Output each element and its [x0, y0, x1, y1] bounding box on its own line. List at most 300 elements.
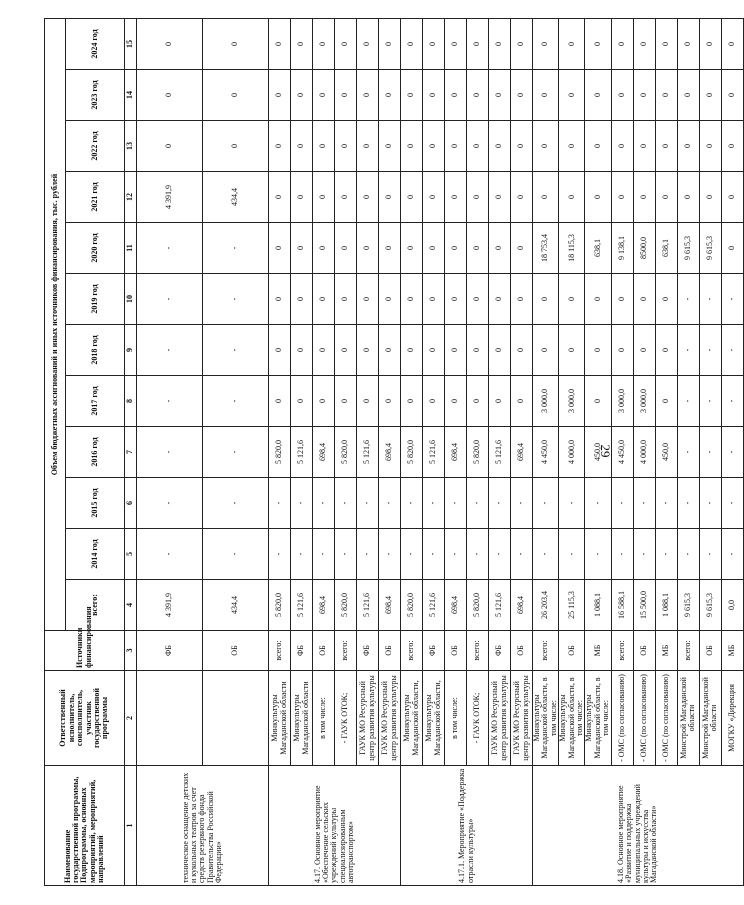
- year-value-cell: 0: [269, 376, 291, 427]
- year-value-cell: 0: [379, 325, 401, 376]
- year-value-cell: 3 000,0: [633, 376, 655, 427]
- header-funding-title: Объем бюджетных ассигнований и иных источников финансирования, тыс. рублей: [45, 19, 66, 631]
- table-row: [357, 19, 379, 886]
- total-value-cell: 25 115,3: [559, 580, 585, 631]
- year-value-cell: 0: [357, 121, 379, 172]
- year-value-cell: 0: [533, 325, 559, 376]
- column-numbers-row: [125, 19, 137, 886]
- year-value-cell: 0: [533, 274, 559, 325]
- year-value-cell: -: [677, 325, 699, 376]
- header-year: 2016 год: [66, 427, 125, 478]
- year-value-cell: -: [721, 376, 743, 427]
- column-number: 9: [125, 325, 137, 376]
- source-cell: всего:: [533, 631, 559, 671]
- year-value-cell: 0: [633, 121, 655, 172]
- header-name: Наименование государственной программы, Подпрограммы, основных мероприятий, мероприятий, направлений: [45, 766, 125, 886]
- year-value-cell: -: [313, 478, 335, 529]
- year-value-cell: 0: [313, 172, 335, 223]
- executor-cell: - ГАУК ОТОК;: [467, 671, 489, 766]
- year-value-cell: -: [203, 376, 269, 427]
- year-value-cell: 0: [721, 70, 743, 121]
- source-cell: ОБ: [511, 631, 533, 671]
- year-value-cell: -: [203, 325, 269, 376]
- year-value-cell: 0: [655, 376, 677, 427]
- year-value-cell: -: [633, 529, 655, 580]
- year-value-cell: 0: [511, 172, 533, 223]
- year-value-cell: 0: [269, 172, 291, 223]
- year-value-cell: 0: [611, 121, 633, 172]
- year-value-cell: -: [511, 529, 533, 580]
- year-value-cell: 0: [655, 70, 677, 121]
- total-value-cell: 0,0: [721, 580, 743, 631]
- year-value-cell: 5 820,0: [467, 427, 489, 478]
- year-value-cell: 0: [699, 172, 721, 223]
- year-value-cell: 0: [401, 172, 423, 223]
- executor-cell: Минкультуры Магаданской области: [291, 671, 313, 766]
- year-value-cell: -: [467, 529, 489, 580]
- year-value-cell: 0: [423, 121, 445, 172]
- year-value-cell: 0: [269, 70, 291, 121]
- year-value-cell: 0: [401, 121, 423, 172]
- total-value-cell: 698,4: [511, 580, 533, 631]
- header-year: 2020 год: [66, 223, 125, 274]
- total-value-cell: 5 121,6: [357, 580, 379, 631]
- year-value-cell: -: [559, 529, 585, 580]
- column-number: 5: [125, 529, 137, 580]
- year-value-cell: 0: [467, 121, 489, 172]
- year-value-cell: -: [203, 478, 269, 529]
- source-cell: ОБ: [445, 631, 467, 671]
- year-value-cell: 0: [269, 223, 291, 274]
- executor-cell: - ГАУК ОТОК;: [335, 671, 357, 766]
- year-value-cell: 4 450,0: [611, 427, 633, 478]
- year-value-cell: 0: [489, 376, 511, 427]
- executor-cell: Минкультуры Магаданской области, в том числе:: [533, 671, 559, 766]
- year-value-cell: 0: [655, 19, 677, 70]
- year-value-cell: 0: [699, 19, 721, 70]
- executor-cell: ГАУК МО Ресурсный центр развития культуры: [489, 671, 511, 766]
- year-value-cell: 0: [357, 274, 379, 325]
- total-value-cell: 5 121,6: [423, 580, 445, 631]
- total-value-cell: 5 121,6: [489, 580, 511, 631]
- year-value-cell: 0: [633, 325, 655, 376]
- year-value-cell: -: [699, 325, 721, 376]
- year-value-cell: 3 000,0: [611, 376, 633, 427]
- year-value-cell: 0: [423, 70, 445, 121]
- year-value-cell: 0: [721, 121, 743, 172]
- year-value-cell: 0: [489, 19, 511, 70]
- year-value-cell: 0: [511, 274, 533, 325]
- header-year: 2015 год: [66, 478, 125, 529]
- column-number: 12: [125, 172, 137, 223]
- year-value-cell: -: [137, 478, 203, 529]
- year-value-cell: 450,0: [585, 427, 611, 478]
- year-value-cell: 0: [291, 19, 313, 70]
- year-value-cell: 0: [655, 121, 677, 172]
- year-value-cell: 0: [585, 376, 611, 427]
- year-value-cell: -: [677, 376, 699, 427]
- year-value-cell: -: [379, 529, 401, 580]
- year-value-cell: 0: [559, 70, 585, 121]
- year-value-cell: 0: [489, 325, 511, 376]
- year-value-cell: 0: [489, 223, 511, 274]
- executor-cell: Минкультуры Магаданской области: [269, 671, 291, 766]
- source-cell: ОБ: [559, 631, 585, 671]
- header-source: Источники финансирования: [45, 631, 125, 671]
- year-value-cell: 0: [585, 121, 611, 172]
- year-value-cell: 9 615,3: [699, 223, 721, 274]
- year-value-cell: 0: [291, 325, 313, 376]
- year-value-cell: 0: [633, 172, 655, 223]
- year-value-cell: -: [357, 529, 379, 580]
- year-value-cell: 0: [511, 121, 533, 172]
- year-value-cell: 0: [533, 121, 559, 172]
- year-value-cell: 0: [655, 172, 677, 223]
- year-value-cell: -: [467, 478, 489, 529]
- executor-cell: Минкультуры Магаданской области, в том числе:: [585, 671, 611, 766]
- table-row: [721, 19, 743, 886]
- year-value-cell: 0: [445, 70, 467, 121]
- year-value-cell: -: [137, 376, 203, 427]
- column-number: 14: [125, 70, 137, 121]
- executor-cell: ГАУК МО Ресурсный центр развития культуры: [357, 671, 379, 766]
- year-value-cell: -: [291, 529, 313, 580]
- header-year: 2018 год: [66, 325, 125, 376]
- program-name-cell: 4.17. Основное мероприятие «Обеспечение сельских учреждений культуры специализированным автотранспортом»: [269, 766, 401, 886]
- source-cell: ОБ: [633, 631, 655, 671]
- year-value-cell: 0: [335, 70, 357, 121]
- year-value-cell: 698,4: [313, 427, 335, 478]
- year-value-cell: 0: [633, 19, 655, 70]
- table-row: [445, 19, 467, 886]
- year-value-cell: -: [489, 478, 511, 529]
- table-row: [379, 19, 401, 886]
- year-value-cell: 0: [559, 274, 585, 325]
- year-value-cell: 0: [335, 121, 357, 172]
- year-value-cell: 0: [467, 70, 489, 121]
- year-value-cell: 0: [467, 19, 489, 70]
- year-value-cell: 0: [401, 376, 423, 427]
- year-value-cell: 0: [379, 376, 401, 427]
- year-value-cell: 5 820,0: [401, 427, 423, 478]
- year-value-cell: 0: [291, 70, 313, 121]
- year-value-cell: 0: [445, 223, 467, 274]
- year-value-cell: -: [203, 529, 269, 580]
- year-value-cell: 0: [677, 121, 699, 172]
- year-value-cell: 0: [203, 121, 269, 172]
- year-value-cell: 0: [721, 172, 743, 223]
- table-row: [585, 19, 611, 886]
- source-cell: МБ: [721, 631, 743, 671]
- year-value-cell: 0: [489, 70, 511, 121]
- year-value-cell: 0: [633, 70, 655, 121]
- table-row: [137, 19, 203, 886]
- table-row: [313, 19, 335, 886]
- column-number: 10: [125, 274, 137, 325]
- table-row: [533, 19, 559, 886]
- source-cell: ФБ: [423, 631, 445, 671]
- year-value-cell: -: [611, 529, 633, 580]
- total-value-cell: 5 820,0: [401, 580, 423, 631]
- year-value-cell: 0: [313, 70, 335, 121]
- column-number: 11: [125, 223, 137, 274]
- executor-cell: [137, 671, 203, 766]
- year-value-cell: 0: [445, 121, 467, 172]
- year-value-cell: 0: [467, 325, 489, 376]
- program-name-cell: 4.18. Основное мероприятие «Развитие и поддержка муниципальных учреждений культуры и искусства Магаданской области»: [533, 766, 744, 886]
- year-value-cell: -: [699, 274, 721, 325]
- table-row: [633, 19, 655, 886]
- year-value-cell: 0: [203, 19, 269, 70]
- year-value-cell: -: [699, 427, 721, 478]
- total-value-cell: 5 820,0: [467, 580, 489, 631]
- year-value-cell: 0: [203, 70, 269, 121]
- year-value-cell: -: [533, 529, 559, 580]
- executor-cell: ГАУК МО Ресурсный центр развития культуры: [379, 671, 401, 766]
- header-total: всего:: [66, 580, 125, 631]
- year-value-cell: 0: [269, 325, 291, 376]
- year-value-cell: -: [721, 529, 743, 580]
- table-row: [511, 19, 533, 886]
- header-year: 2023 год: [66, 70, 125, 121]
- year-value-cell: -: [203, 223, 269, 274]
- year-value-cell: -: [655, 478, 677, 529]
- year-value-cell: 0: [533, 172, 559, 223]
- year-value-cell: 0: [313, 121, 335, 172]
- source-cell: всего:: [467, 631, 489, 671]
- year-value-cell: 0: [379, 274, 401, 325]
- year-value-cell: 0: [313, 19, 335, 70]
- page-number: 29: [598, 444, 613, 458]
- total-value-cell: 15 500,0: [633, 580, 655, 631]
- total-value-cell: 1 088,1: [655, 580, 677, 631]
- header-year: 2022 год: [66, 121, 125, 172]
- year-value-cell: 0: [677, 172, 699, 223]
- year-value-cell: -: [445, 529, 467, 580]
- year-value-cell: 0: [655, 274, 677, 325]
- year-value-cell: 0: [313, 223, 335, 274]
- year-value-cell: 0: [335, 376, 357, 427]
- year-value-cell: -: [699, 376, 721, 427]
- year-value-cell: 0: [585, 19, 611, 70]
- year-value-cell: 0: [585, 325, 611, 376]
- year-value-cell: 8500,0: [633, 223, 655, 274]
- total-value-cell: 16 588,1: [611, 580, 633, 631]
- year-value-cell: -: [677, 274, 699, 325]
- year-value-cell: -: [721, 274, 743, 325]
- year-value-cell: -: [611, 478, 633, 529]
- budget-table: [44, 18, 744, 886]
- total-value-cell: 9 615,3: [677, 580, 699, 631]
- total-value-cell: 434,4: [203, 580, 269, 631]
- year-value-cell: 5 121,6: [423, 427, 445, 478]
- year-value-cell: 0: [269, 121, 291, 172]
- total-value-cell: 5 820,0: [335, 580, 357, 631]
- header-executor: Ответственный исполнитель, соисполнитель, участник государственной программы: [45, 671, 125, 766]
- total-value-cell: 4 391,9: [137, 580, 203, 631]
- year-value-cell: 450,0: [655, 427, 677, 478]
- year-value-cell: 0: [335, 325, 357, 376]
- year-value-cell: 0: [585, 274, 611, 325]
- year-value-cell: 698,4: [511, 427, 533, 478]
- year-value-cell: 9 615,3: [677, 223, 699, 274]
- year-value-cell: 0: [291, 223, 313, 274]
- year-value-cell: -: [445, 478, 467, 529]
- year-value-cell: 0: [559, 172, 585, 223]
- executor-cell: в том числе:: [445, 671, 467, 766]
- year-value-cell: -: [137, 223, 203, 274]
- source-cell: всего:: [401, 631, 423, 671]
- executor-cell: - ОМС (по согласованию): [655, 671, 677, 766]
- year-value-cell: 0: [379, 172, 401, 223]
- column-number: 2: [125, 671, 137, 766]
- year-value-cell: 0: [137, 70, 203, 121]
- year-value-cell: -: [633, 478, 655, 529]
- executor-cell: Минкультуры Магаданской области,: [423, 671, 445, 766]
- table-row: [203, 19, 269, 886]
- header-year: 2014 год: [66, 529, 125, 580]
- year-value-cell: 0: [269, 274, 291, 325]
- table-row: [423, 19, 445, 886]
- year-value-cell: -: [269, 529, 291, 580]
- year-value-cell: -: [655, 529, 677, 580]
- total-value-cell: 9 615,3: [699, 580, 721, 631]
- year-value-cell: 0: [379, 223, 401, 274]
- year-value-cell: -: [357, 478, 379, 529]
- year-value-cell: 18 115,3: [559, 223, 585, 274]
- column-number: 8: [125, 376, 137, 427]
- year-value-cell: 0: [699, 121, 721, 172]
- executor-cell: Минкультуры Магаданской области,: [401, 671, 423, 766]
- year-value-cell: 0: [137, 19, 203, 70]
- year-value-cell: 3 000,0: [559, 376, 585, 427]
- year-value-cell: 638,1: [655, 223, 677, 274]
- table-row: [335, 19, 357, 886]
- table-row: [291, 19, 313, 886]
- year-value-cell: -: [533, 478, 559, 529]
- source-cell: всего:: [335, 631, 357, 671]
- total-value-cell: 1 088,1: [585, 580, 611, 631]
- year-value-cell: 5 121,6: [291, 427, 313, 478]
- year-value-cell: 0: [559, 19, 585, 70]
- year-value-cell: 0: [137, 121, 203, 172]
- year-value-cell: 0: [533, 19, 559, 70]
- source-cell: всего:: [611, 631, 633, 671]
- year-value-cell: 0: [335, 274, 357, 325]
- year-value-cell: 5 121,6: [489, 427, 511, 478]
- year-value-cell: 0: [467, 172, 489, 223]
- column-number: 3: [125, 631, 137, 671]
- source-cell: ФБ: [489, 631, 511, 671]
- total-value-cell: 698,4: [313, 580, 335, 631]
- year-value-cell: 0: [423, 223, 445, 274]
- year-value-cell: 0: [533, 70, 559, 121]
- program-name-cell: 4.17.1. Мероприятие «Поддержка отрасли культуры»: [401, 766, 533, 886]
- column-number: 7: [125, 427, 137, 478]
- table-row: [401, 19, 423, 886]
- year-value-cell: 0: [291, 274, 313, 325]
- year-value-cell: 0: [445, 172, 467, 223]
- year-value-cell: 0: [445, 274, 467, 325]
- year-value-cell: 5 121,6: [357, 427, 379, 478]
- year-value-cell: -: [699, 529, 721, 580]
- year-value-cell: -: [335, 529, 357, 580]
- table-row: [467, 19, 489, 886]
- year-value-cell: 0: [313, 325, 335, 376]
- year-value-cell: 0: [379, 70, 401, 121]
- year-value-cell: 0: [467, 376, 489, 427]
- column-number: 6: [125, 478, 137, 529]
- year-value-cell: -: [423, 478, 445, 529]
- executor-cell: - ОМС (по согласованию): [611, 671, 633, 766]
- year-value-cell: 0: [511, 70, 533, 121]
- source-cell: ФБ: [137, 631, 203, 671]
- year-value-cell: -: [677, 529, 699, 580]
- year-value-cell: -: [401, 478, 423, 529]
- total-value-cell: 5 121,6: [291, 580, 313, 631]
- source-cell: ФБ: [357, 631, 379, 671]
- year-value-cell: 0: [677, 19, 699, 70]
- year-value-cell: 0: [401, 274, 423, 325]
- year-value-cell: 0: [423, 274, 445, 325]
- source-cell: ОБ: [203, 631, 269, 671]
- source-cell: ОБ: [379, 631, 401, 671]
- year-value-cell: 0: [291, 121, 313, 172]
- source-cell: всего:: [677, 631, 699, 671]
- executor-cell: [203, 671, 269, 766]
- year-value-cell: -: [585, 478, 611, 529]
- year-value-cell: 0: [313, 376, 335, 427]
- column-number: 1: [125, 766, 137, 886]
- year-value-cell: -: [137, 274, 203, 325]
- source-cell: МБ: [655, 631, 677, 671]
- year-value-cell: -: [721, 427, 743, 478]
- year-value-cell: 698,4: [379, 427, 401, 478]
- table-row: [559, 19, 585, 886]
- executor-cell: МОГКУ «Дирекция: [721, 671, 743, 766]
- source-cell: ФБ: [291, 631, 313, 671]
- table-row: [699, 19, 721, 886]
- year-value-cell: 0: [559, 121, 585, 172]
- year-value-cell: -: [335, 478, 357, 529]
- year-value-cell: -: [677, 478, 699, 529]
- year-value-cell: -: [423, 529, 445, 580]
- column-number: 13: [125, 121, 137, 172]
- executor-cell: Минстрой Магаданской области: [677, 671, 699, 766]
- year-value-cell: 0: [335, 19, 357, 70]
- year-value-cell: 0: [357, 325, 379, 376]
- year-value-cell: 0: [445, 19, 467, 70]
- table-row: [611, 19, 633, 886]
- year-value-cell: 0: [489, 121, 511, 172]
- executor-cell: Минкультуры Магаданской области, в том числе:: [559, 671, 585, 766]
- year-value-cell: 0: [379, 121, 401, 172]
- year-value-cell: 0: [611, 172, 633, 223]
- year-value-cell: -: [137, 427, 203, 478]
- year-value-cell: 0: [559, 325, 585, 376]
- executor-cell: - ОМС (по согласованию): [633, 671, 655, 766]
- total-value-cell: 698,4: [379, 580, 401, 631]
- source-cell: МБ: [585, 631, 611, 671]
- year-value-cell: 0: [489, 274, 511, 325]
- year-value-cell: -: [269, 478, 291, 529]
- year-value-cell: 0: [401, 70, 423, 121]
- source-cell: всего:: [269, 631, 291, 671]
- total-value-cell: 26 203,4: [533, 580, 559, 631]
- year-value-cell: 0: [467, 274, 489, 325]
- year-value-cell: 0: [291, 376, 313, 427]
- year-value-cell: 0: [313, 274, 335, 325]
